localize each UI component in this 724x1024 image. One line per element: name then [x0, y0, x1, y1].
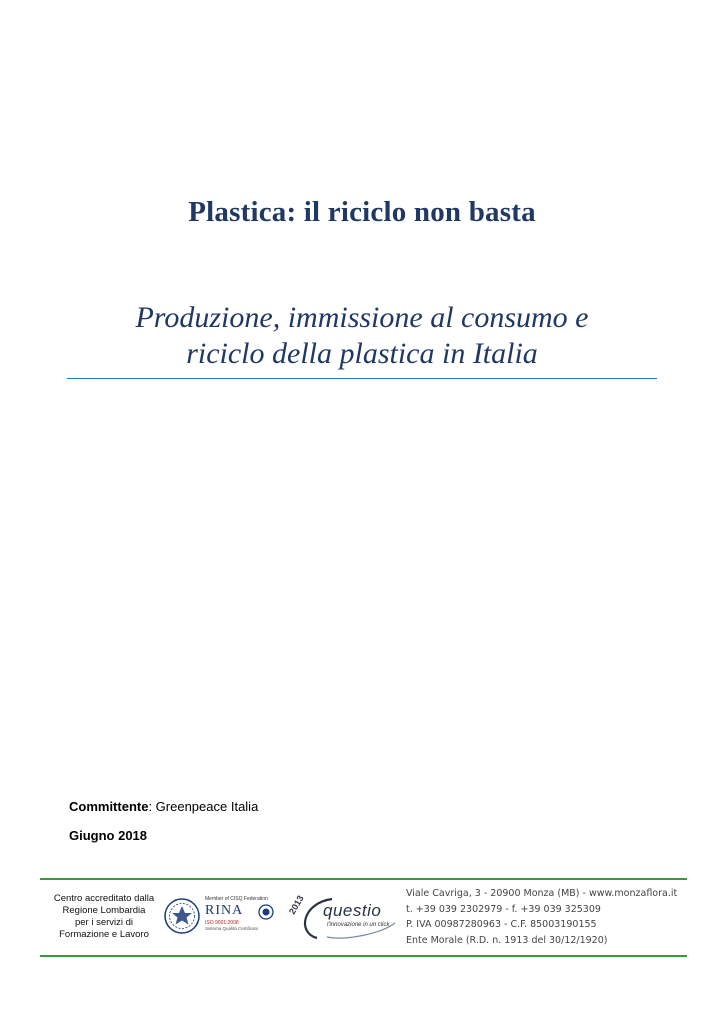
rina-cert-text: Sistema Qualità Certificato — [205, 926, 259, 931]
questio-year: 2013 — [287, 893, 306, 916]
address-line: P. IVA 00987280963 - C.F. 85003190155 — [406, 919, 597, 930]
document-date — [69, 828, 147, 843]
document-subtitle — [60, 300, 664, 372]
questio-tagline: l'innovazione in un click — [327, 922, 390, 928]
accreditation-line: Formazione e Lavoro — [59, 929, 149, 940]
rina-iso-text: ISO 9001:2008 — [205, 920, 239, 926]
subtitle-line-1: Produzione, immissione al consumo e — [135, 301, 589, 334]
rina-member-text: Member of CISQ Federation — [205, 896, 268, 902]
document-title: Plastica: il riciclo non basta — [188, 196, 536, 228]
address-line: Viale Cavriga, 3 - 20900 Monza (MB) - www.monzaflora.it — [406, 888, 678, 899]
questio-logo-word: questio — [323, 901, 382, 920]
questio-logo — [287, 893, 399, 943]
iqnet-icon — [258, 904, 274, 920]
accreditation-line: Centro accreditato dalla — [53, 893, 155, 904]
date-text: Giugno 2018 — [69, 828, 148, 843]
footer-top-rule — [40, 878, 687, 880]
accreditation-text — [44, 893, 164, 941]
subtitle-line-2: riciclo della plastica in Italia — [186, 337, 538, 370]
committente-value: : Greenpeace Italia — [148, 799, 259, 814]
footer-bottom-rule — [40, 955, 687, 957]
rina-certification-logo — [163, 895, 278, 943]
accreditation-line: Regione Lombardia — [62, 905, 146, 916]
address-line: Ente Morale (R.D. n. 1913 del 30/12/1920) — [406, 934, 608, 946]
seal-icon — [163, 897, 201, 935]
rina-logo-word: RINA — [205, 903, 244, 918]
committente-label: Committente — [69, 799, 149, 814]
address-line: t. +39 039 2302979 - f. +39 039 325309 — [406, 903, 601, 915]
title-divider — [67, 378, 657, 379]
accreditation-line: per i servizi di — [74, 917, 134, 928]
committente-line — [69, 799, 258, 814]
contact-address — [406, 886, 686, 948]
